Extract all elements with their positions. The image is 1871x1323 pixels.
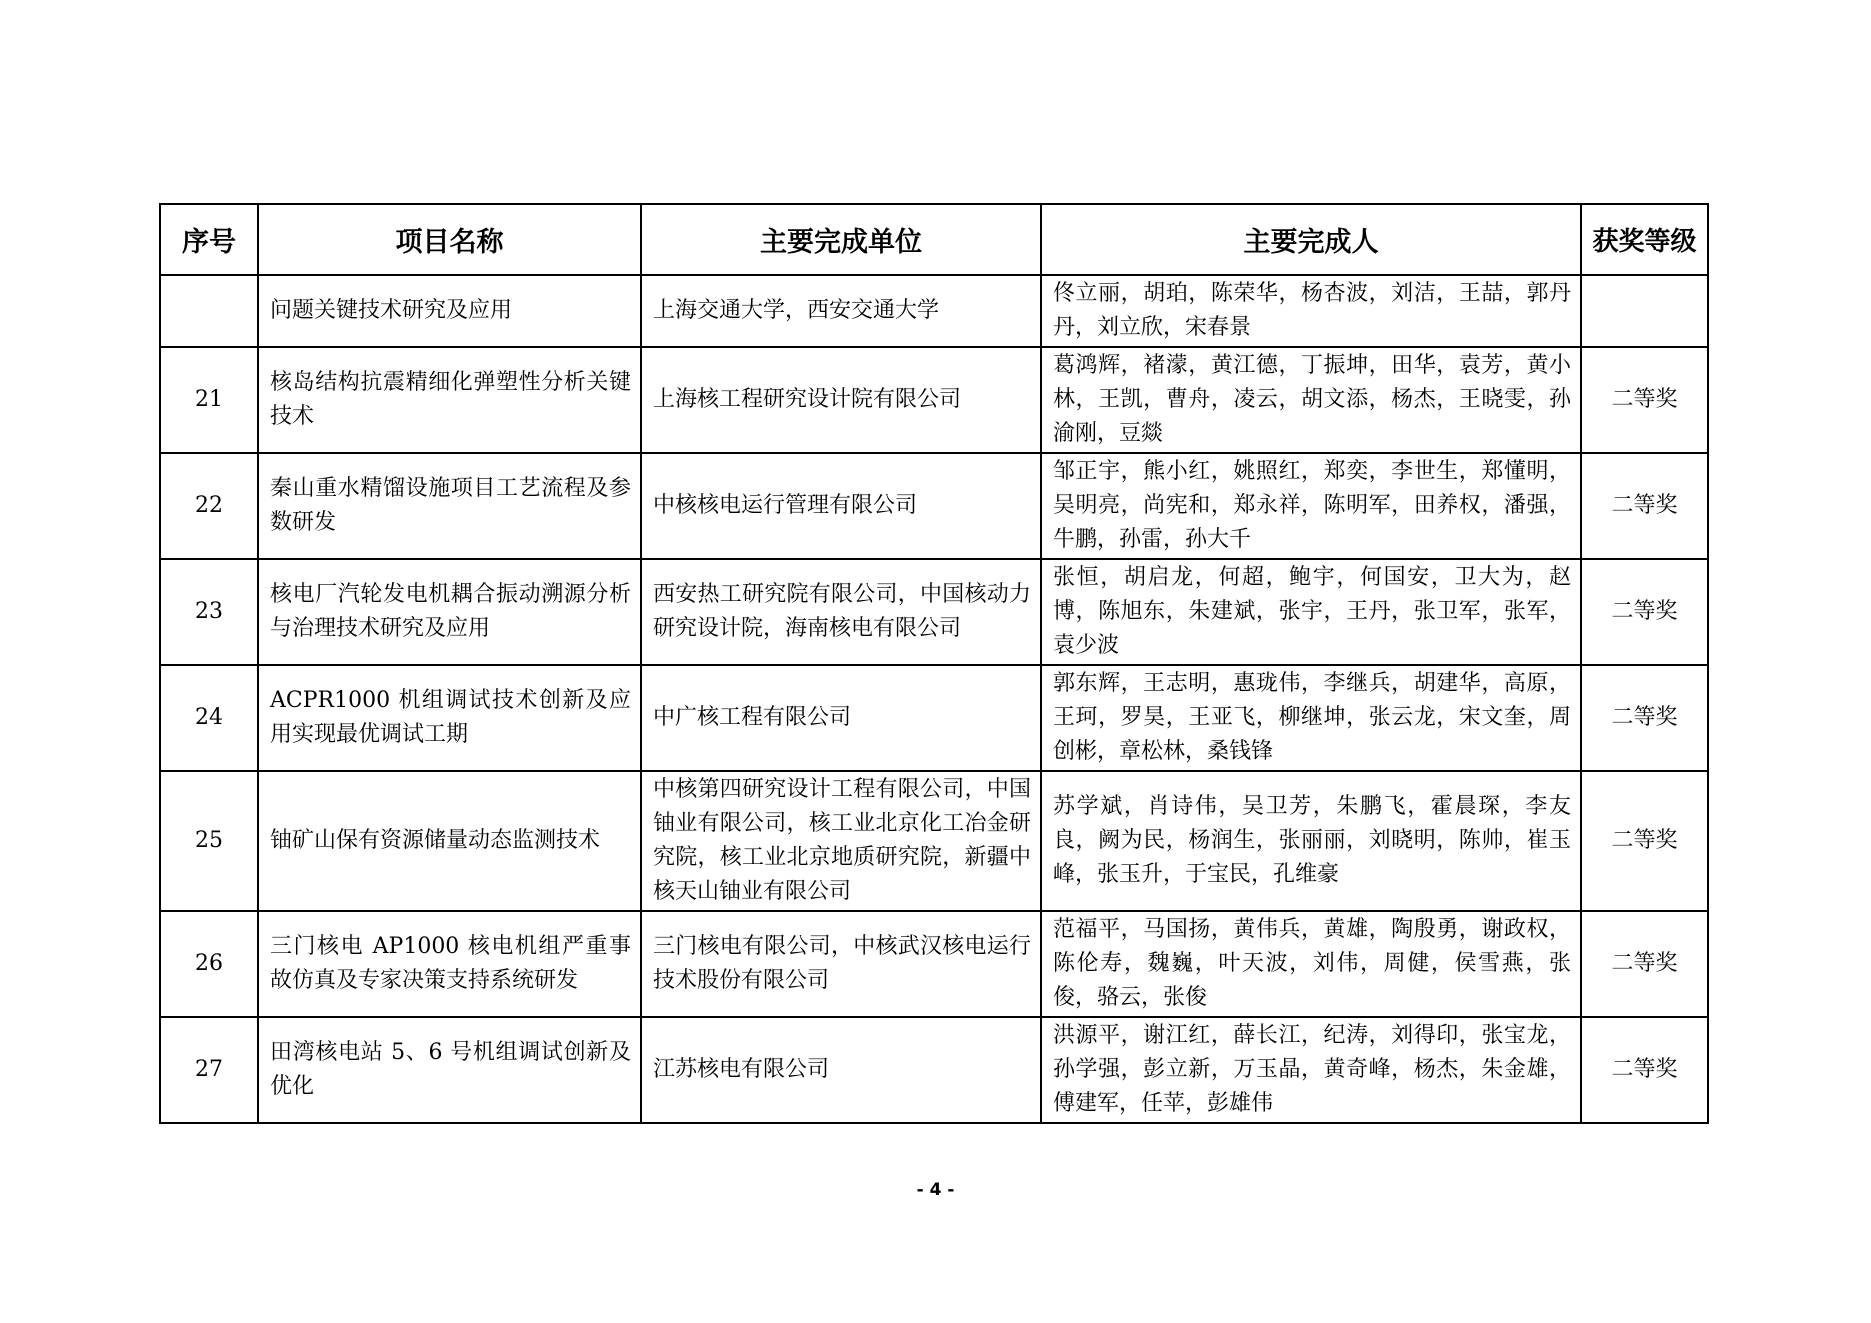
row-project: 铀矿山保有资源储量动态监测技术 bbox=[258, 771, 641, 911]
table-row bbox=[160, 347, 1708, 453]
table-row bbox=[160, 275, 1708, 347]
row-people: 佟立丽，胡珀，陈荣华，杨杏波，刘洁，王喆，郭丹丹，刘立欣，宋春景 bbox=[1041, 275, 1581, 347]
row-no: 21 bbox=[160, 347, 258, 453]
header-people: 主要完成人 bbox=[1041, 204, 1581, 275]
header-row bbox=[160, 204, 1708, 275]
row-people: 邹正宇，熊小红，姚照红，郑奕，李世生，郑懂明，吴明亮，尚宪和，郑永祥，陈明军，田养权，潘强，牛鹏，孙雷，孙大千 bbox=[1041, 453, 1581, 559]
row-people: 苏学斌，肖诗伟，吴卫芳，朱鹏飞，霍晨琛，李友良，阙为民，杨润生，张丽丽，刘晓明，陈帅，崔玉峰，张玉升，于宝民，孔维豪 bbox=[1041, 771, 1581, 911]
row-project: ACPR1000 机组调试技术创新及应用实现最优调试工期 bbox=[258, 665, 641, 771]
table-row bbox=[160, 665, 1708, 771]
table-row bbox=[160, 1017, 1708, 1123]
row-units: 上海核工程研究设计院有限公司 bbox=[641, 347, 1041, 453]
table-row bbox=[160, 453, 1708, 559]
row-people: 葛鸿辉，褚濛，黄江德，丁振坤，田华，袁芳，黄小林，王凯，曹舟，凌云，胡文添，杨杰，王晓雯，孙渝刚，豆燚 bbox=[1041, 347, 1581, 453]
row-no: 25 bbox=[160, 771, 258, 911]
row-project: 田湾核电站 5、6 号机组调试创新及优化 bbox=[258, 1017, 641, 1123]
row-units: 江苏核电有限公司 bbox=[641, 1017, 1041, 1123]
row-project: 核岛结构抗震精细化弹塑性分析关键技术 bbox=[258, 347, 641, 453]
row-project: 核电厂汽轮发电机耦合振动溯源分析与治理技术研究及应用 bbox=[258, 559, 641, 665]
row-units: 上海交通大学，西安交通大学 bbox=[641, 275, 1041, 347]
page-number: - 4 - bbox=[916, 1180, 955, 1200]
row-people: 范福平，马国扬，黄伟兵，黄雄，陶殷勇，谢政权，陈伦寿，魏巍，叶天波，刘伟，周健，侯雪燕，张俊，骆云，张俊 bbox=[1041, 911, 1581, 1017]
row-no: 26 bbox=[160, 911, 258, 1017]
row-project: 秦山重水精馏设施项目工艺流程及参数研发 bbox=[258, 453, 641, 559]
row-units: 三门核电有限公司，中核武汉核电运行技术股份有限公司 bbox=[641, 911, 1041, 1017]
header-level: 获奖等级 bbox=[1581, 204, 1708, 275]
row-no: 27 bbox=[160, 1017, 258, 1123]
row-level: 二等奖 bbox=[1581, 347, 1708, 453]
row-level: 二等奖 bbox=[1581, 1017, 1708, 1123]
row-units: 西安热工研究院有限公司，中国核动力研究设计院，海南核电有限公司 bbox=[641, 559, 1041, 665]
row-people: 郭东辉，王志明，惠珑伟，李继兵，胡建华，高原，王珂，罗昊，王亚飞，柳继坤，张云龙，宋文奎，周创彬，章松林，桑钱锋 bbox=[1041, 665, 1581, 771]
row-people: 洪源平，谢江红，薛长江，纪涛，刘得印，张宝龙，孙学强，彭立新，万玉晶，黄奇峰，杨杰，朱金雄，傅建军，任苹，彭雄伟 bbox=[1041, 1017, 1581, 1123]
header-project: 项目名称 bbox=[258, 204, 641, 275]
row-units: 中广核工程有限公司 bbox=[641, 665, 1041, 771]
row-people: 张恒，胡启龙，何超，鲍宇，何国安，卫大为，赵博，陈旭东，朱建斌，张宇，王丹，张卫军，张军，袁少波 bbox=[1041, 559, 1581, 665]
row-level: 二等奖 bbox=[1581, 911, 1708, 1017]
award-table bbox=[159, 203, 1709, 1124]
row-level: 二等奖 bbox=[1581, 665, 1708, 771]
row-level: 二等奖 bbox=[1581, 453, 1708, 559]
row-level: 二等奖 bbox=[1581, 771, 1708, 911]
row-project: 三门核电 AP1000 核电机组严重事故仿真及专家决策支持系统研发 bbox=[258, 911, 641, 1017]
row-units: 中核第四研究设计工程有限公司，中国铀业有限公司，核工业北京化工冶金研究院，核工业北京地质研究院，新疆中核天山铀业有限公司 bbox=[641, 771, 1041, 911]
table-row bbox=[160, 771, 1708, 911]
row-no: 24 bbox=[160, 665, 258, 771]
row-units: 中核核电运行管理有限公司 bbox=[641, 453, 1041, 559]
header-no: 序号 bbox=[160, 204, 258, 275]
row-no bbox=[160, 275, 258, 347]
row-no: 23 bbox=[160, 559, 258, 665]
table-row bbox=[160, 559, 1708, 665]
row-level: 二等奖 bbox=[1581, 559, 1708, 665]
row-no: 22 bbox=[160, 453, 258, 559]
row-level bbox=[1581, 275, 1708, 347]
header-units: 主要完成单位 bbox=[641, 204, 1041, 275]
row-project: 问题关键技术研究及应用 bbox=[258, 275, 641, 347]
table-row bbox=[160, 911, 1708, 1017]
